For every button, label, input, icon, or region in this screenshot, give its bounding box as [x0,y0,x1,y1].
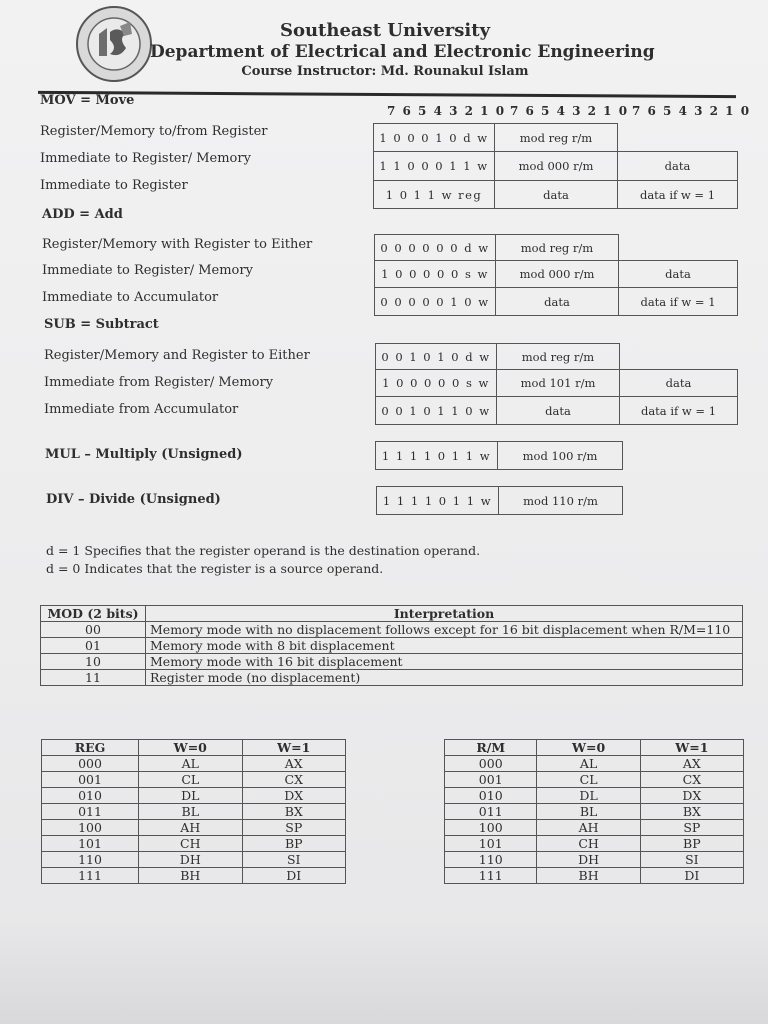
mov-r3-opcode: 1 0 1 1 w reg [373,180,495,209]
sub-r2-modrm: mod 101 r/m [496,369,620,397]
rm-w1-header: W=1 [640,740,743,756]
rm-row [445,852,744,868]
reg-cell: BH [139,868,242,884]
mod-cell: Memory mode with 8 bit displacement [146,638,743,654]
reg-w1-header: W=1 [242,740,346,756]
rm-row [445,788,744,804]
mov-r2-modrm: mod 000 r/m [494,151,618,181]
reg-cell: DI [242,868,346,884]
rm-cell: 110 [445,852,537,868]
reg-row [42,868,346,884]
mod-table [40,605,743,686]
reg-cell: AL [139,756,242,772]
add-r1-modrm: mod reg r/m [495,234,619,261]
reg-row [42,852,346,868]
mul-opcode: 1 1 1 1 0 1 1 w [375,441,498,470]
div-title: DIV – Divide (Unsigned) [46,492,221,507]
rm-cell: BH [537,868,640,884]
rm-row [445,756,744,772]
reg-col-header: REG [42,740,139,756]
rm-cell: CX [640,772,743,788]
mod-row [41,654,743,670]
mul-modrm: mod 100 r/m [497,441,623,470]
mov-title: MOV = Move [40,93,135,108]
reg-cell: BL [139,804,242,820]
mov-r3-data: data [494,180,618,209]
rm-row [445,836,744,852]
rm-cell: SI [640,852,743,868]
rm-cell: DL [537,788,640,804]
rm-cell: BP [640,836,743,852]
reg-cell: 001 [42,772,139,788]
mul-title: MUL – Multiply (Unsigned) [45,447,243,462]
mod-cell: 10 [41,654,146,670]
mod-cell: Register mode (no displacement) [146,670,743,686]
rm-row [445,868,744,884]
rm-cell: 011 [445,804,537,820]
rm-cell: CH [537,836,640,852]
reg-cell: SI [242,852,346,868]
rm-cell: BL [537,804,640,820]
add-label-2: Immediate to Register/ Memory [42,263,253,278]
rm-cell: 010 [445,788,537,804]
rm-table [444,739,744,884]
sub-label-1: Register/Memory and Register to Either [44,348,310,363]
add-r3-opcode: 0 0 0 0 0 1 0 w [374,287,496,316]
sub-label-2: Immediate from Register/ Memory [44,375,274,390]
rm-cell: AH [537,820,640,836]
university-name: Southeast University [279,20,491,41]
reg-row [42,788,346,804]
mod-cell: 11 [41,670,146,686]
reg-cell: CL [139,772,242,788]
course-instructor: Course Instructor: Md. Rounakul Islam [241,64,529,79]
add-r2-modrm: mod 000 r/m [495,260,619,288]
rm-row [445,772,744,788]
rm-cell: BX [640,804,743,820]
note-d0: d = 0 Indicates that the register is a source operand. [46,561,384,576]
reg-cell: 011 [42,804,139,820]
add-r2-opcode: 1 0 0 0 0 0 s w [374,260,496,288]
reg-row [42,836,346,852]
rm-cell: CL [537,772,640,788]
add-title: ADD = Add [42,207,123,222]
note-d1: d = 1 Specifies that the register operand is the destination operand. [46,543,481,558]
add-r2-data: data [618,260,738,288]
div-opcode: 1 1 1 1 0 1 1 w [376,486,499,515]
sub-title: SUB = Subtract [44,317,159,332]
sub-r2-data: data [619,369,738,397]
sub-r3-data-w: data if w = 1 [619,396,738,425]
reg-row [42,820,346,836]
rm-cell: SP [640,820,743,836]
reg-cell: 010 [42,788,139,804]
reg-cell: 100 [42,820,139,836]
sub-r3-data: data [496,396,620,425]
mod-cell: Memory mode with no displacement follows except for 16 bit displacement when R/M=110 [146,622,743,638]
department-name: Department of Electrical and Electronic Engineering [150,42,655,62]
mov-r2-opcode: 1 1 0 0 0 1 1 w [373,151,495,181]
reg-cell: DH [139,852,242,868]
reg-cell: 000 [42,756,139,772]
mov-label-1: Register/Memory to/from Register [40,124,268,139]
sub-r3-opcode: 0 0 1 0 1 1 0 w [375,396,497,425]
div-modrm: mod 110 r/m [498,486,623,515]
add-r3-data-w: data if w = 1 [618,287,738,316]
reg-cell: DX [242,788,346,804]
mod-cell: Memory mode with 16 bit displacement [146,654,743,670]
mod-row [41,670,743,686]
reg-cell: BX [242,804,346,820]
rm-cell: DX [640,788,743,804]
rm-row [445,804,744,820]
reg-w0-header: W=0 [139,740,242,756]
rm-col-header: R/M [445,740,537,756]
reg-table [41,739,346,884]
sub-r1-opcode: 0 0 1 0 1 0 d w [375,343,497,370]
reg-cell: BP [242,836,346,852]
reg-cell: SP [242,820,346,836]
mov-r2-data: data [617,151,738,181]
rm-cell: AL [537,756,640,772]
mov-label-2: Immediate to Register/ Memory [40,151,251,166]
mov-label-3: Immediate to Register [40,178,188,193]
add-label-1: Register/Memory with Register to Either [42,237,313,252]
bit-header-1: 7 6 5 4 3 2 1 0 [387,104,506,118]
reg-cell: 101 [42,836,139,852]
reg-cell: 110 [42,852,139,868]
reg-cell: AX [242,756,346,772]
reg-row [42,804,346,820]
rm-cell: AX [640,756,743,772]
reg-cell: CH [139,836,242,852]
mod-row [41,622,743,638]
rm-cell: 000 [445,756,537,772]
mod-col-header: MOD (2 bits) [41,606,146,622]
header-rule [38,91,736,98]
reg-cell: 111 [42,868,139,884]
reg-cell: DL [139,788,242,804]
add-r3-data: data [495,287,619,316]
rm-cell: 101 [445,836,537,852]
add-r1-opcode: 0 0 0 0 0 0 d w [374,234,496,261]
rm-w0-header: W=0 [537,740,640,756]
mov-r3-data-w: data if w = 1 [617,180,738,209]
sub-r2-opcode: 1 0 0 0 0 0 s w [375,369,497,397]
rm-cell: 001 [445,772,537,788]
reg-cell: AH [139,820,242,836]
sub-r1-modrm: mod reg r/m [496,343,620,370]
reg-row [42,772,346,788]
mov-r1-modrm: mod reg r/m [494,123,618,152]
page-shadow [0,920,768,1024]
rm-cell: DH [537,852,640,868]
add-label-3: Immediate to Accumulator [42,290,219,305]
interpretation-col-header: Interpretation [146,606,743,622]
university-logo [74,4,154,84]
mod-cell: 00 [41,622,146,638]
mov-r1-opcode: 1 0 0 0 1 0 d w [373,123,495,152]
mod-cell: 01 [41,638,146,654]
mod-row [41,638,743,654]
bit-header-3: 7 6 5 4 3 2 1 0 [632,104,751,118]
bit-header-2: 7 6 5 4 3 2 1 0 [510,104,629,118]
rm-row [445,820,744,836]
reg-cell: CX [242,772,346,788]
reg-row [42,756,346,772]
rm-cell: 111 [445,868,537,884]
rm-cell: 100 [445,820,537,836]
sub-label-3: Immediate from Accumulator [44,402,239,417]
rm-cell: DI [640,868,743,884]
